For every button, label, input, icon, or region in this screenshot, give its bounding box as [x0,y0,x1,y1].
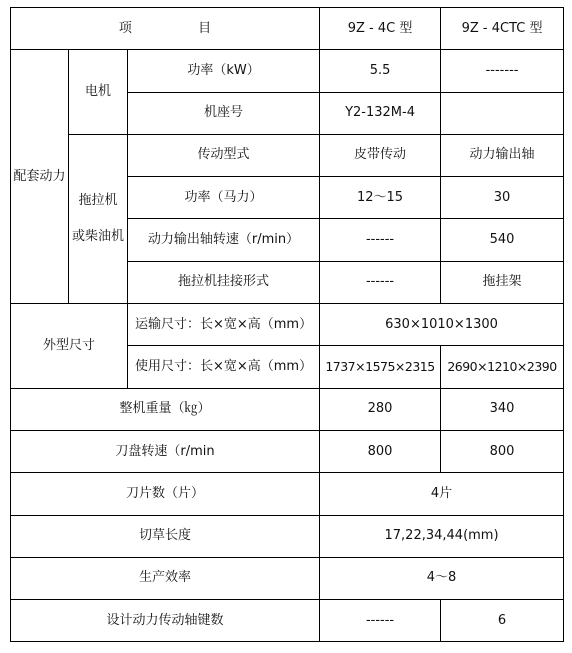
row-label: 功率（kW） [128,50,320,92]
table-row [11,50,564,92]
row-label: 运输尺寸：长×宽×高（mm） [128,304,320,346]
value-c: ------ [320,261,441,303]
value-ctc [441,92,564,134]
header-row [11,8,564,50]
header-model-ctc: 9Z - 4CTC 型 [441,8,564,50]
value-c: 280 [320,388,441,430]
value-c: Y2-132M-4 [320,92,441,134]
value-c: ------ [320,600,441,642]
row-label: 机座号 [128,92,320,134]
row-label: 设计动力传动轴键数 [11,600,320,642]
power-group-label: 配套动力 [11,50,69,304]
row-label: 刀盘转速（r/min [11,430,320,472]
header-item-cell [11,8,320,50]
table-row [11,304,564,346]
table-row [11,473,564,515]
row-label: 刀片数（片） [11,473,320,515]
value-c: ------ [320,219,441,261]
value-c: 12～15 [320,177,441,219]
dimensions-label: 外型尺寸 [11,304,128,389]
row-label: 拖拉机挂接形式 [128,261,320,303]
value-ctc: 540 [441,219,564,261]
tractor-label [69,134,128,303]
row-label: 切草长度 [11,515,320,557]
value-ctc: ------- [441,50,564,92]
header-model-c: 9Z - 4C 型 [320,8,441,50]
table-row [11,600,564,642]
spec-table [10,7,564,642]
value-merged: 4～8 [320,557,564,599]
row-label: 使用尺寸：长×宽×高（mm） [128,346,320,388]
value-merged: 17,22,34,44(mm) [320,515,564,557]
row-label: 动力输出轴转速（r/min） [128,219,320,261]
value-ctc: 2690×1210×2390 [441,346,564,388]
header-item-label-2: 目 [198,20,212,36]
value-c: 皮带传动 [320,134,441,176]
value-ctc: 30 [441,177,564,219]
table-row [11,134,564,176]
value-ctc: 6 [441,600,564,642]
value-c: 1737×1575×2315 [320,346,441,388]
row-label: 功率（马力） [128,177,320,219]
table-row [11,430,564,472]
row-label: 生产效率 [11,557,320,599]
row-label: 传动型式 [128,134,320,176]
table-row [11,557,564,599]
value-ctc: 动力输出轴 [441,134,564,176]
value-c: 5.5 [320,50,441,92]
tractor-label-line2: 或柴油机 [71,229,124,245]
row-label: 整机重量（㎏） [11,388,320,430]
value-merged: 4片 [320,473,564,515]
value-c: 800 [320,430,441,472]
tractor-label-line1: 拖拉机 [78,192,118,208]
header-item-label: 项 [118,20,132,36]
value-ctc: 340 [441,388,564,430]
table-row [11,515,564,557]
value-merged: 630×1010×1300 [320,304,564,346]
value-ctc: 拖挂架 [441,261,564,303]
motor-label: 电机 [69,50,128,135]
table-row [11,388,564,430]
value-ctc: 800 [441,430,564,472]
